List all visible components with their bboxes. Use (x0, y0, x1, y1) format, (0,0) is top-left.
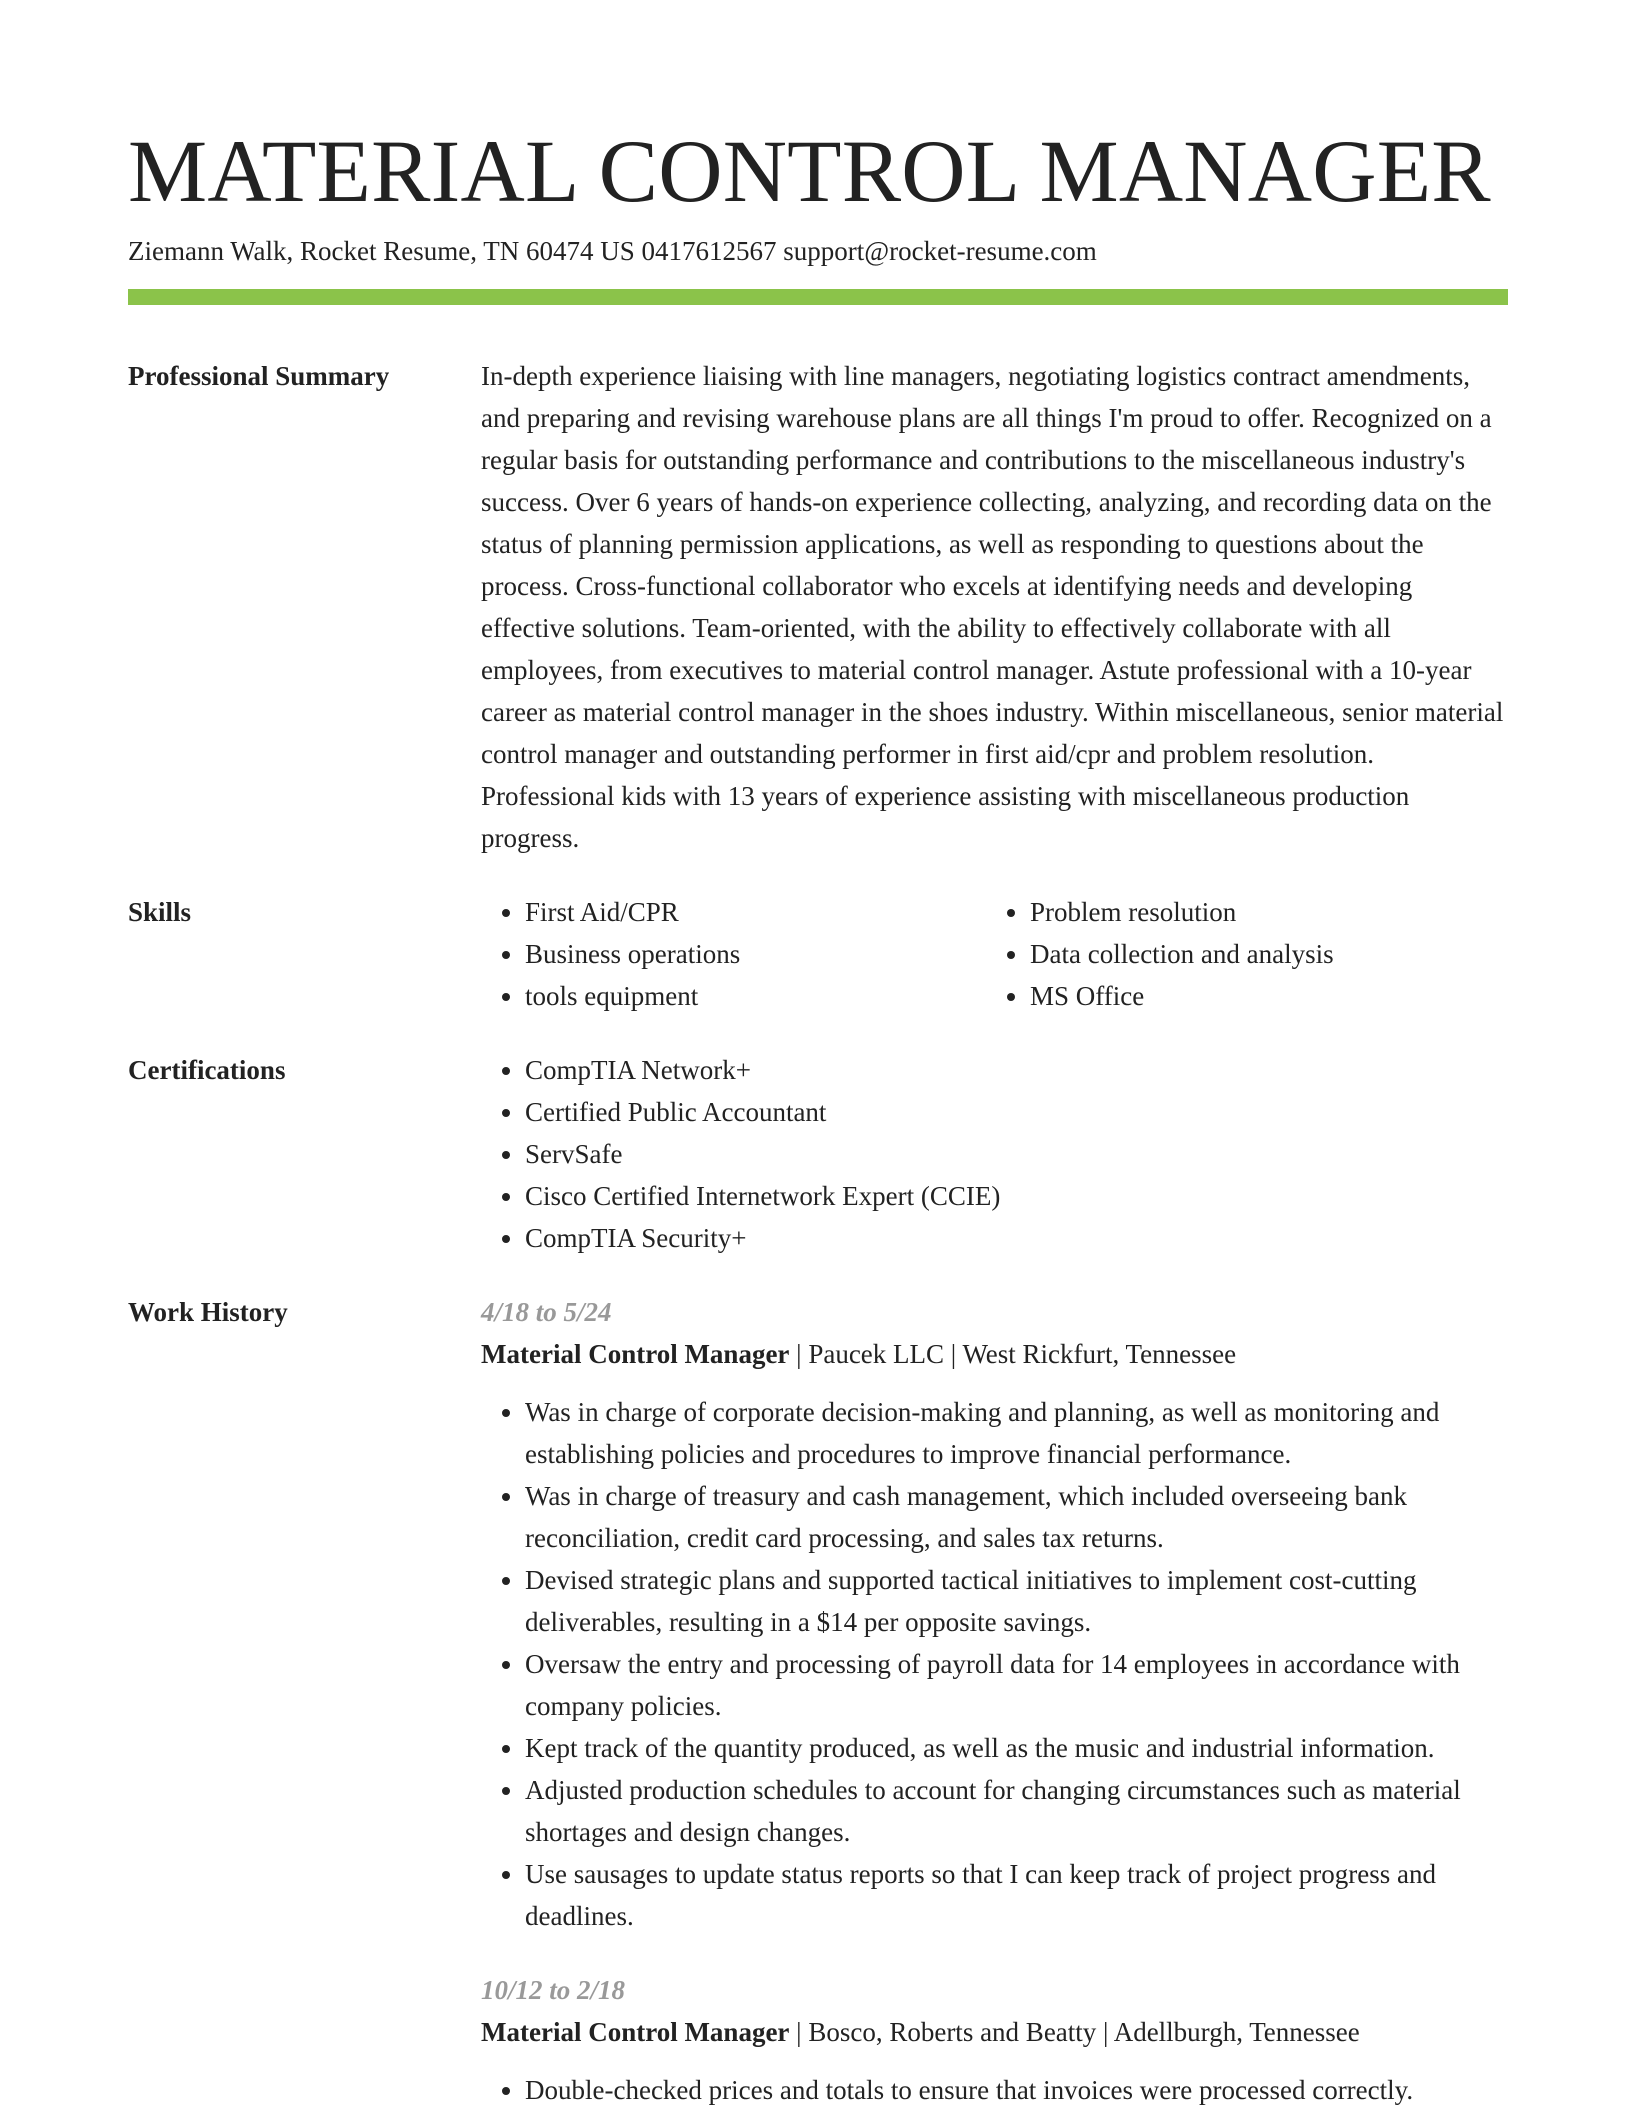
skills-section (128, 891, 1508, 1017)
job-details: | Bosco, Roberts and Beatty | Adellburgh, Tennessee (789, 2017, 1360, 2047)
certifications-heading: Certifications (128, 1055, 286, 1085)
skill-item: • Problem resolution (1030, 891, 1491, 933)
job-bullets (481, 2069, 1508, 2111)
work-history-heading: Work History (128, 1297, 288, 1327)
certifications-section (128, 1049, 1508, 1259)
job-bullet: • Use sausages to update status reports so that I can keep track of project progress and deadlines. (525, 1853, 1508, 1937)
work-history-section (128, 1291, 1508, 2111)
summary-text: In-depth experience liaising with line managers, negotiating logistics contract amendments, and preparing and revising warehouse plans are all things I'm proud to offer. Recognized on a regular basis for outstanding performance and contributions to the miscellaneous industry's success. Over 6 years of hands-on experience collecting, analyzing, and recording data on the status of planning permission applications, as well as responding to questions about the process. Cross-functional collaborator who excels at identifying needs and developing effective solutions. Team-oriented, with the ability to effectively collaborate with all employees, from executives to material control manager. Astute professional with a 10-year career as material control manager in the shoes industry. Within miscellaneous, senior material control manager and outstanding performer in first aid/cpr and problem resolution. Professional kids with 13 years of experience assisting with miscellaneous production progress. (481, 361, 1504, 853)
job-bullet: • Double-checked prices and totals to ensure that invoices were processed correctly. (525, 2069, 1508, 2111)
job-bullet: • Was in charge of treasury and cash management, which included overseeing bank reconciliation, credit card processing, and sales tax returns. (525, 1475, 1508, 1559)
skills-heading: Skills (128, 897, 192, 927)
job-title: Material Control Manager (481, 2017, 790, 2047)
certification-item: • Certified Public Accountant (525, 1091, 1508, 1133)
job-bullets (481, 1391, 1508, 1937)
certifications-list (481, 1049, 1508, 1259)
job-title-line (481, 2011, 1508, 2053)
job-bullet: • Devised strategic plans and supported tactical initiatives to implement cost-cutting deliverables, resulting in a $14 per opposite savings. (525, 1559, 1508, 1643)
skills-column-2 (986, 891, 1491, 1017)
job-dates: 4/18 to 5/24 (481, 1297, 612, 1327)
resume-title: MATERIAL CONTROL MANAGER (128, 123, 1491, 221)
resume-page (128, 120, 1508, 2111)
skills-column-1 (481, 891, 986, 1017)
certification-item: • CompTIA Security+ (525, 1217, 1508, 1259)
skills-grid (481, 891, 1508, 1017)
job-bullet: • Oversaw the entry and processing of payroll data for 14 employees in accordance with company policies. (525, 1643, 1508, 1727)
skill-item: • Data collection and analysis (1030, 933, 1491, 975)
skill-item: • MS Office (1030, 975, 1491, 1017)
job-bullet: • Was in charge of corporate decision-making and planning, as well as monitoring and establishing policies and procedures to improve financial performance. (525, 1391, 1508, 1475)
skills-list-2 (986, 891, 1491, 1017)
certification-item: • ServSafe (525, 1133, 1508, 1175)
accent-divider (128, 289, 1508, 305)
summary-section (128, 355, 1508, 859)
job-title: Material Control Manager (481, 1339, 790, 1369)
work-history-body (481, 1291, 1508, 2111)
certification-item: • CompTIA Network+ (525, 1049, 1508, 1091)
skills-list-1 (481, 891, 986, 1017)
summary-heading: Professional Summary (128, 361, 390, 391)
skill-item: • Business operations (525, 933, 986, 975)
skill-item: • First Aid/CPR (525, 891, 986, 933)
job-dates: 10/12 to 2/18 (481, 1975, 626, 2005)
job-entry-2 (481, 1969, 1508, 2111)
job-title-line (481, 1333, 1508, 1375)
certification-item: • Cisco Certified Internetwork Expert (CCIE) (525, 1175, 1508, 1217)
job-entry-1 (481, 1291, 1508, 1937)
job-bullet: • Adjusted production schedules to account for changing circumstances such as material shortages and design changes. (525, 1769, 1508, 1853)
job-bullet: • Kept track of the quantity produced, as well as the music and industrial information. (525, 1727, 1508, 1769)
certifications-body (481, 1049, 1508, 1259)
contact-line: Ziemann Walk, Rocket Resume, TN 60474 US 0417612567 support@rocket-resume.com (128, 236, 1097, 266)
job-details: | Paucek LLC | West Rickfurt, Tennessee (789, 1339, 1237, 1369)
skill-item: • tools equipment (525, 975, 986, 1017)
